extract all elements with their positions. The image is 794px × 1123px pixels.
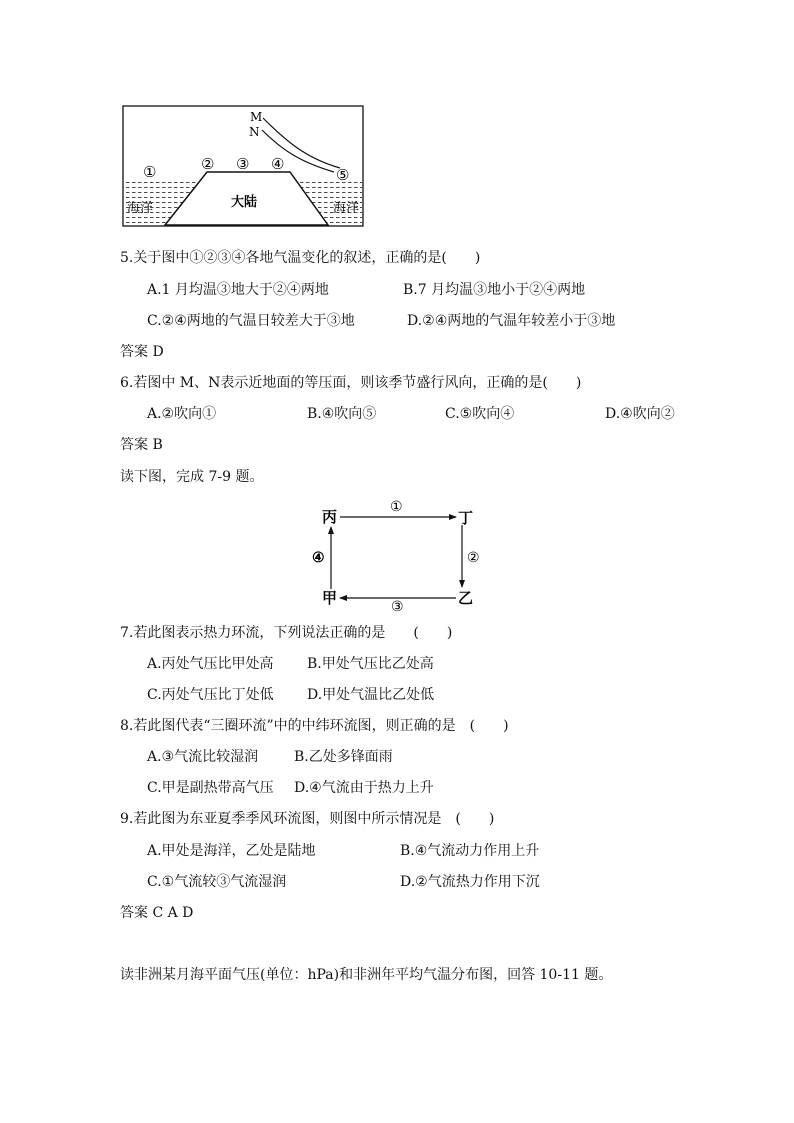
flow-label-3: ③ bbox=[391, 599, 404, 615]
q5-option-c: C.②④两地的气温日较差大于③地 bbox=[147, 313, 355, 329]
intro-10-11: 读非洲某月海平面气压(单位：hPa)和非洲年平均气温分布图，回答 10-11 题。 bbox=[120, 967, 613, 983]
q7-option-c: C.丙处气压比丁处低 bbox=[147, 687, 274, 703]
point-4: ④ bbox=[271, 155, 285, 173]
point-2: ② bbox=[201, 155, 215, 173]
q8-option-c: C.甲是副热带高气压 bbox=[147, 780, 274, 796]
node-ding: 丁 bbox=[458, 509, 474, 527]
q6-option-a: A.②吹向① bbox=[147, 406, 217, 422]
q7-option-a: A.丙处气压比甲处高 bbox=[147, 656, 274, 672]
answer-7-9: 答案 C A D bbox=[120, 905, 194, 921]
q5-stem: 5.关于图中①②③④各地气温变化的叙述，正确的是( ) bbox=[120, 250, 481, 266]
label-n: N bbox=[249, 125, 260, 139]
intro-7-9: 读下图，完成 7-9 题。 bbox=[120, 469, 264, 485]
q5-option-d: D.②④两地的气温年较差小于③地 bbox=[407, 313, 616, 329]
q8-option-b: B.乙处多锋面雨 bbox=[294, 749, 393, 765]
q8-option-d: D.④气流由于热力上升 bbox=[294, 780, 434, 796]
land-sea-diagram bbox=[0, 0, 794, 240]
q9-stem: 9.若此图为东亚夏季季风环流图，则图中所示情况是 ( ) bbox=[120, 811, 495, 827]
point-1: ① bbox=[143, 163, 157, 181]
node-jia: 甲 bbox=[322, 589, 338, 607]
flow-label-1: ① bbox=[390, 499, 403, 515]
q6-option-d: D.④吹向② bbox=[605, 406, 675, 422]
label-ocean-right: 海洋 bbox=[333, 201, 360, 216]
q5-option-b: B.7 月均温③地小于②④两地 bbox=[403, 282, 586, 298]
q5-answer: 答案 D bbox=[120, 344, 164, 360]
q9-option-d: D.②气流热力作用下沉 bbox=[400, 874, 540, 890]
q5-option-a: A.1 月均温③地大于②④两地 bbox=[147, 282, 329, 298]
q7-stem: 7.若此图表示热力环流，下列说法正确的是 ( ) bbox=[120, 625, 453, 641]
node-bing: 丙 bbox=[322, 508, 338, 526]
label-m: M bbox=[250, 110, 263, 124]
q7-option-d: D.甲处气温比乙处低 bbox=[307, 687, 435, 703]
point-3: ③ bbox=[236, 155, 250, 173]
q9-option-c: C.①气流较③气流湿润 bbox=[147, 874, 287, 890]
label-ocean-left: 海洋 bbox=[127, 201, 154, 216]
q6-answer: 答案 B bbox=[120, 437, 163, 453]
q6-stem: 6.若图中 M、N表示近地面的等压面，则该季节盛行风向，正确的是( ) bbox=[120, 375, 582, 391]
point-5: ⑤ bbox=[336, 166, 350, 184]
q8-stem: 8.若此图代表“三圈环流”中的中纬环流图，则正确的是 ( ) bbox=[120, 718, 509, 734]
flow-label-2: ② bbox=[467, 550, 480, 566]
node-yi: 乙 bbox=[458, 589, 474, 607]
q6-option-b: B.④吹向⑤ bbox=[307, 406, 377, 422]
q9-option-a: A.甲处是海洋，乙处是陆地 bbox=[147, 843, 316, 859]
flow-label-4: ④ bbox=[312, 550, 325, 566]
q9-option-b: B.④气流动力作用上升 bbox=[400, 843, 540, 859]
q7-option-b: B.甲处气压比乙处高 bbox=[307, 656, 434, 672]
q8-option-a: A.③气流比较湿润 bbox=[147, 749, 259, 765]
label-continent: 大陆 bbox=[231, 195, 258, 210]
q6-option-c: C.⑤吹向④ bbox=[445, 406, 515, 422]
circulation-diagram bbox=[0, 495, 794, 615]
